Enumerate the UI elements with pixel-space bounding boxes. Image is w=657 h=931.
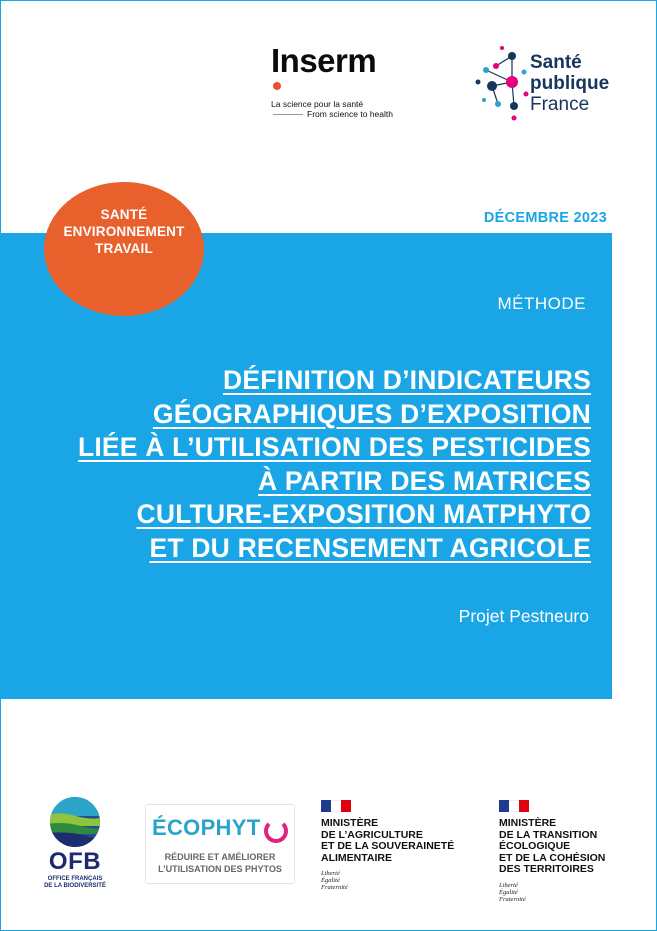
- inserm-dot: [273, 82, 281, 90]
- document-title: [31, 364, 591, 565]
- motto-line: Fraternité: [499, 895, 526, 903]
- theme-badge-label: [44, 206, 204, 257]
- republic-motto: [321, 870, 454, 891]
- spf-line-3: France: [530, 94, 590, 115]
- badge-line-1: SANTÉ: [100, 207, 148, 222]
- project-name: Projet Pestneuro: [458, 606, 589, 626]
- ofb-fullname: [36, 876, 114, 890]
- motto-line: Liberté: [499, 881, 518, 889]
- ministry-agriculture-logo: [321, 800, 454, 891]
- spf-wordmark: [530, 52, 609, 115]
- ecophyto-wordmark: ÉCOPHYT: [152, 815, 261, 840]
- ofb-emblem-icon: [36, 796, 114, 848]
- ecophyto-line-1: RÉDUIRE ET AMÉLIORER: [164, 852, 276, 862]
- ministry-agri-line: MINISTÈRE: [321, 817, 379, 829]
- inserm-logo: [271, 42, 406, 119]
- motto-line: Égalité: [321, 877, 340, 884]
- ministry-eco-line: MINISTÈRE: [499, 817, 557, 829]
- spf-logo: [474, 42, 624, 127]
- ecophyto-tagline: [146, 851, 294, 875]
- badge-line-3: TRAVAIL: [95, 241, 153, 256]
- publication-date: DÉCEMBRE 2023: [483, 210, 607, 226]
- motto-line: Égalité: [499, 888, 518, 896]
- title-line: À PARTIR DES MATRICES: [257, 465, 591, 496]
- document-category: MÉTHODE: [497, 294, 586, 313]
- spf-line-2: publique: [530, 73, 610, 94]
- inserm-wordmark: Inserm: [271, 42, 377, 79]
- title-line: LIÉE À L’UTILISATION DES PESTICIDES: [77, 432, 591, 462]
- inserm-rule: [273, 114, 303, 115]
- ministry-ecology-logo: [499, 800, 605, 903]
- spf-network-icon: [474, 42, 530, 124]
- ministry-eco-line: DES TERRITOIRES: [499, 863, 594, 875]
- ecophyto-line-2: L’UTILISATION DES PHYTOS: [158, 864, 282, 874]
- ministry-agri-line: DE L’AGRICULTURE: [321, 828, 423, 841]
- ecophyto-logo: [145, 804, 295, 884]
- inserm-tagline-fr: La science pour la santé: [271, 99, 364, 109]
- republic-motto: [499, 882, 605, 903]
- ministry-agriculture-name: [321, 818, 454, 864]
- badge-line-2: ENVIRONNEMENT: [63, 224, 185, 239]
- motto-line: Fraternité: [321, 884, 348, 891]
- spf-line-1: Santé: [530, 52, 582, 73]
- ofb-line-1: OFFICE FRANÇAIS: [47, 876, 103, 882]
- title-line: GÉOGRAPHIQUES D’EXPOSITION: [152, 398, 591, 429]
- ministry-ecology-name: [499, 818, 605, 876]
- ministry-eco-line: ÉCOLOGIQUE: [499, 840, 571, 852]
- ministry-eco-line: DE LA TRANSITION: [499, 828, 598, 841]
- french-flag-icon: [321, 800, 351, 812]
- french-flag-icon: [499, 800, 529, 812]
- ecophyto-o-icon: [264, 819, 288, 843]
- motto-line: Liberté: [321, 870, 340, 877]
- inserm-tagline-en: From science to health: [307, 109, 393, 119]
- title-line: CULTURE-EXPOSITION MATPHYTO: [136, 499, 591, 529]
- title-line: DÉFINITION D’INDICATEURS: [223, 365, 591, 395]
- ministry-agri-line: ET DE LA SOUVERAINETÉ: [321, 840, 455, 852]
- ministry-eco-line: ET DE LA COHÉSION: [499, 851, 606, 864]
- title-line: ET DU RECENSEMENT AGRICOLE: [149, 532, 591, 563]
- ministry-agri-line: ALIMENTAIRE: [321, 851, 392, 864]
- ofb-logo: [36, 796, 114, 896]
- ofb-line-2: DE LA BIODIVERSITÉ: [44, 883, 106, 889]
- ofb-acronym: OFB: [48, 848, 102, 875]
